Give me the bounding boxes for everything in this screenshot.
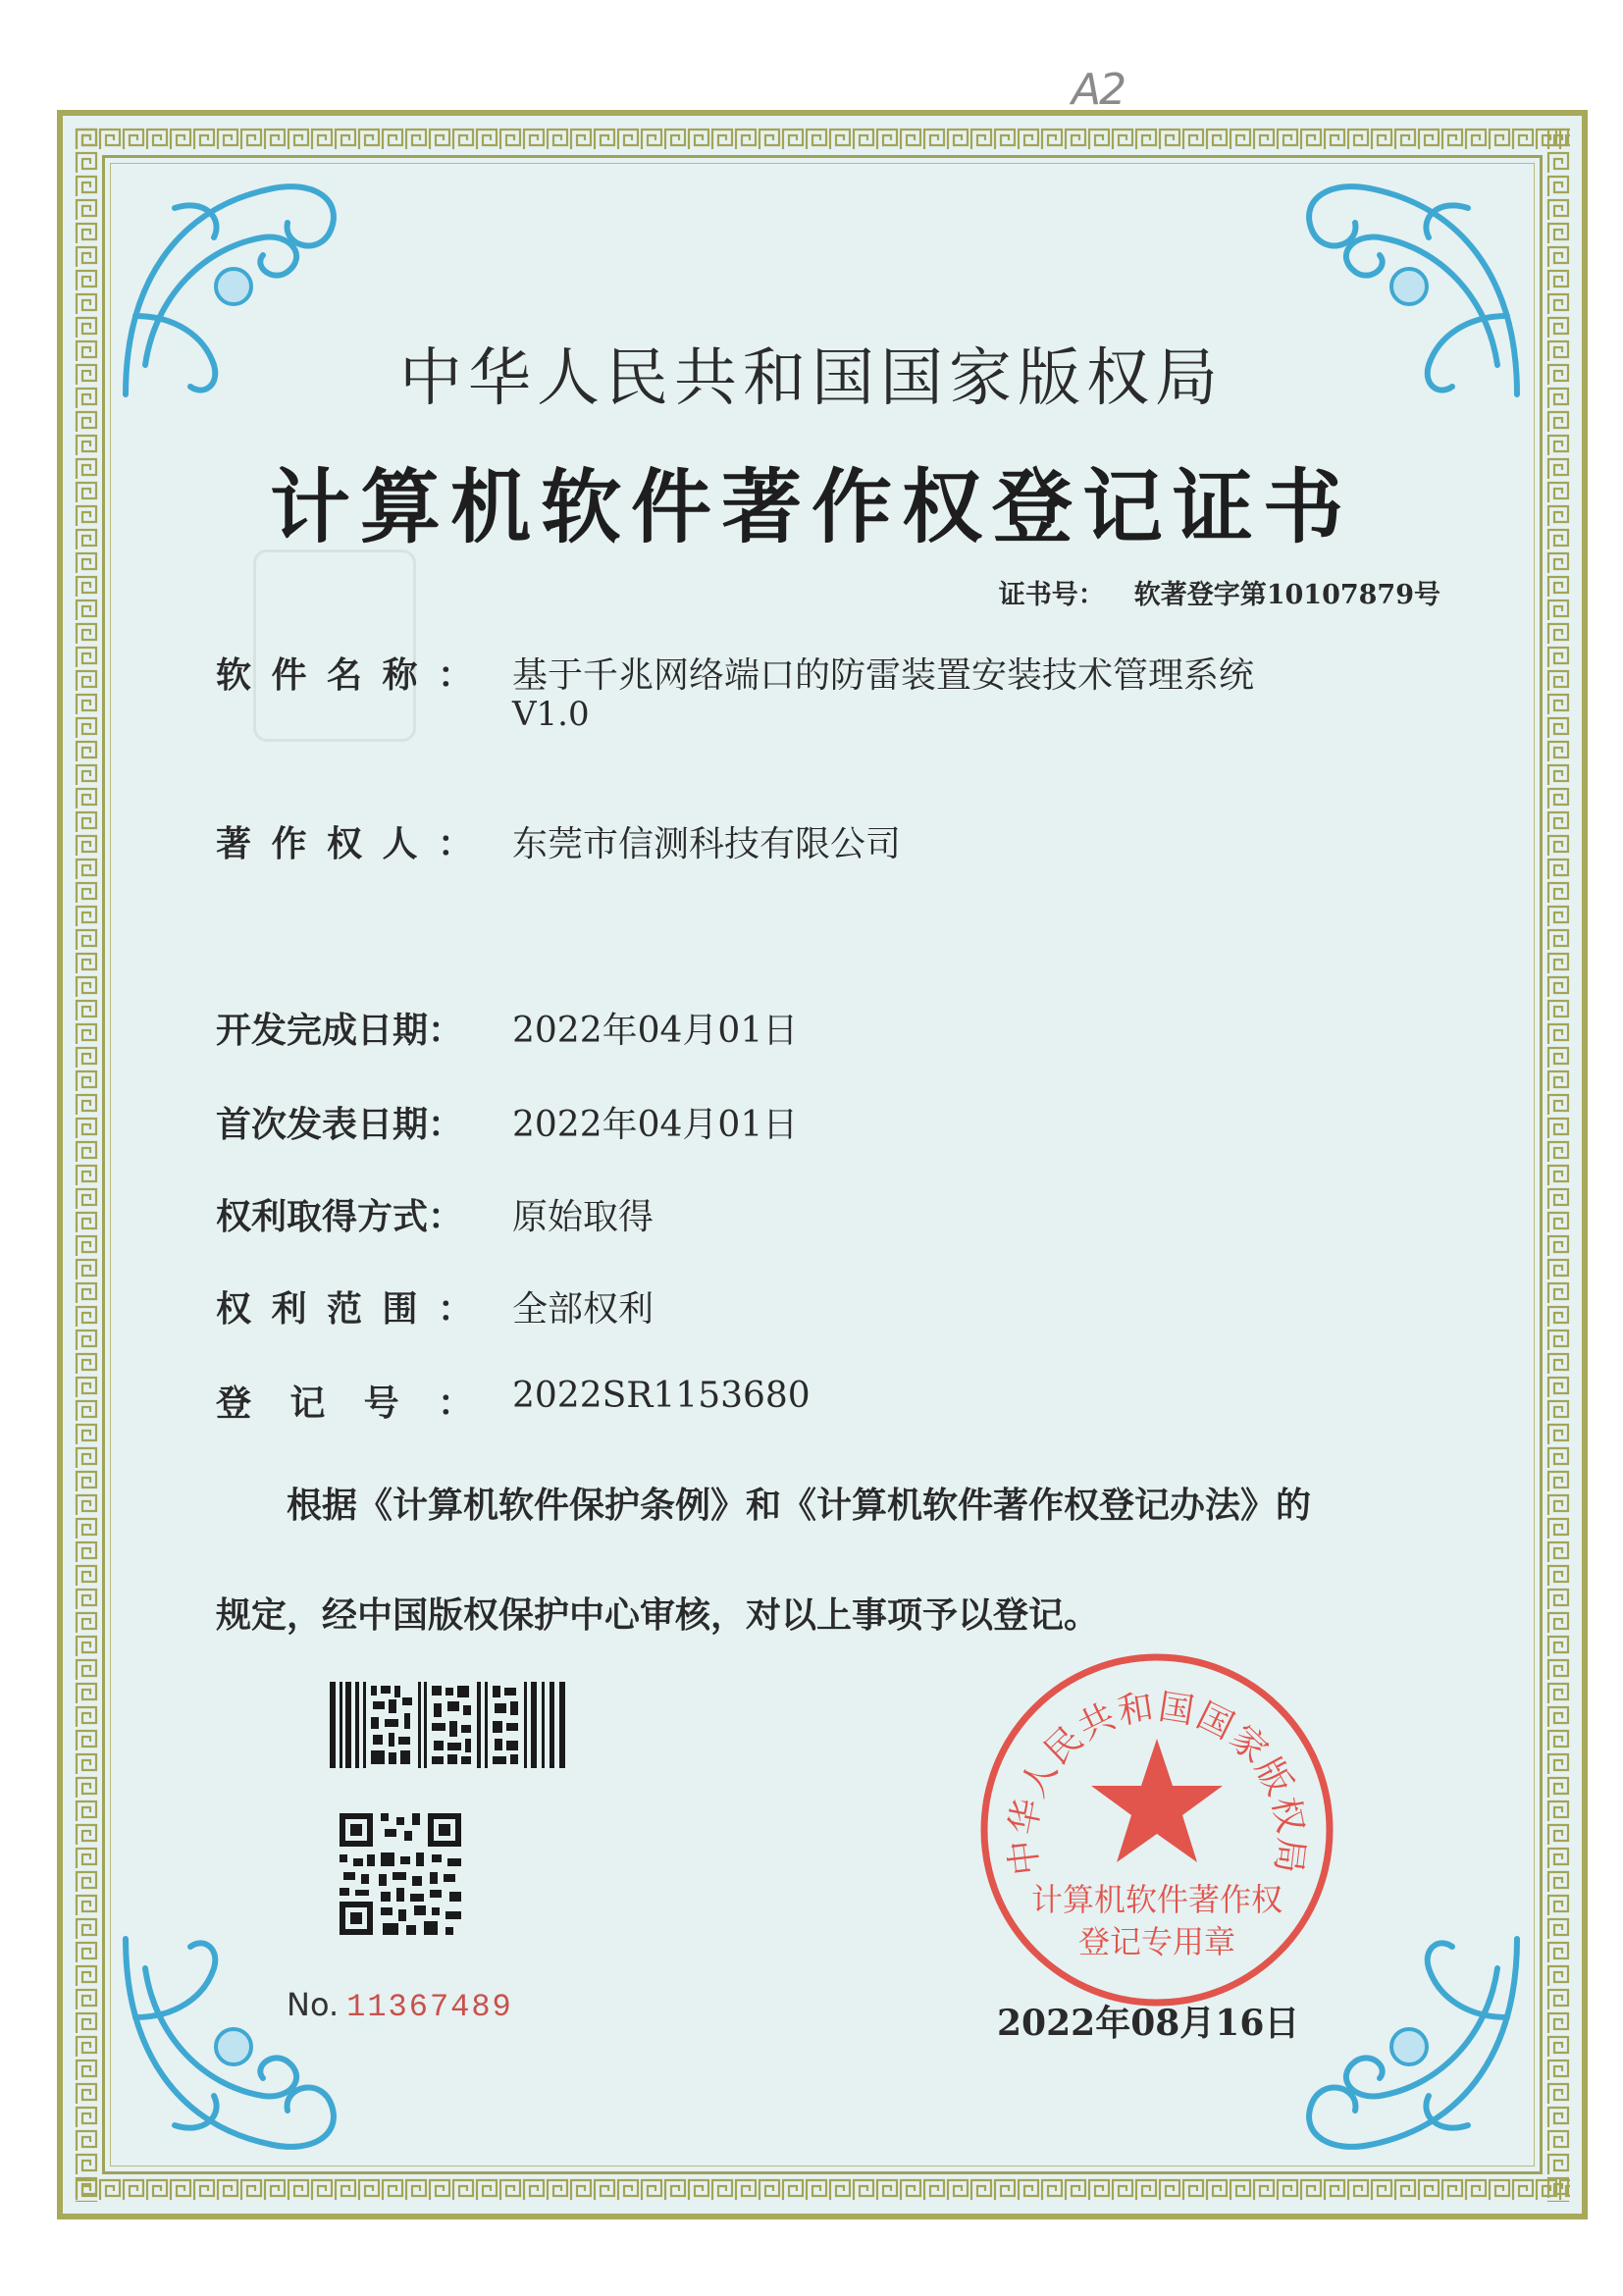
certificate-title: 计算机软件著作权登记证书 <box>269 460 1353 554</box>
seal-star-icon <box>1091 1739 1223 1862</box>
greek-key-border-right <box>1546 128 1570 2202</box>
seal-inner-line2: 登记专用章 <box>1077 1923 1236 1960</box>
development-date-value: 2022年04月01日 <box>512 1011 799 1051</box>
registration-number-label: 登记号： <box>216 1383 473 1424</box>
certificate-number-label: 证书号： <box>998 580 1105 610</box>
rights-scope-label: 权利范围： <box>216 1288 473 1330</box>
issuer-title: 中华人民共和国国家版权局 <box>399 342 1224 415</box>
corner-ornament-bottom-left <box>116 1929 351 2165</box>
qr-code <box>340 1813 461 1935</box>
statement-line-2: 规定，经中国版权保护中心审核，对以上事项予以登记。 <box>216 1594 1100 1636</box>
field-development-date <box>216 1003 798 1053</box>
certificate-number <box>999 573 1440 611</box>
copyright-owner-label: 著作权人： <box>216 823 473 864</box>
software-name-label: 软件名称： <box>216 654 473 696</box>
field-rights-scope <box>216 1281 654 1331</box>
serial-value: 11367489 <box>346 1989 513 2025</box>
official-seal <box>977 1650 1336 2009</box>
greek-key-border-left <box>75 128 98 2202</box>
rights-scope-value: 全部权利 <box>512 1289 654 1330</box>
field-publication-date <box>216 1097 798 1147</box>
serial-prefix: No. <box>287 1986 340 2023</box>
software-name-value: 基于千兆网络端口的防雷装置安装技术管理系统 <box>512 655 1255 696</box>
greek-key-border-bottom <box>75 2178 1570 2202</box>
statement-line-1: 根据《计算机软件保护条例》和《计算机软件著作权登记办法》的 <box>287 1485 1312 1526</box>
seal-outer-text: 中华人民共和国国家版权局 <box>1002 1687 1312 1878</box>
software-name-version: V1.0 <box>512 695 590 734</box>
statement-paragraph <box>216 1450 1462 1670</box>
acquisition-method-value: 原始取得 <box>512 1197 654 1237</box>
handwritten-note: A2 <box>1072 65 1126 115</box>
field-acquisition-method <box>216 1189 654 1239</box>
registration-number-value: 2022SR1153680 <box>512 1376 811 1416</box>
publication-date-value: 2022年04月01日 <box>512 1105 799 1145</box>
development-date-label: 开发完成日期： <box>216 1010 464 1051</box>
embossed-watermark <box>253 549 416 742</box>
certificate-number-value: 软著登字第10107879号 <box>1133 580 1440 610</box>
greek-key-border-top <box>75 128 1570 151</box>
acquisition-method-label: 权利取得方式： <box>216 1196 464 1237</box>
issue-date: 2022年08月16日 <box>997 2003 1300 2044</box>
publication-date-label: 首次发表日期： <box>216 1104 464 1145</box>
field-registration-number <box>216 1376 811 1426</box>
barcode <box>330 1682 565 1768</box>
field-copyright-owner <box>216 816 901 866</box>
serial-number <box>287 1986 513 2025</box>
field-software-name <box>216 648 1254 698</box>
copyright-owner-value: 东莞市信测科技有限公司 <box>512 824 902 864</box>
seal-inner-line1: 计算机软件著作权 <box>1030 1881 1283 1918</box>
